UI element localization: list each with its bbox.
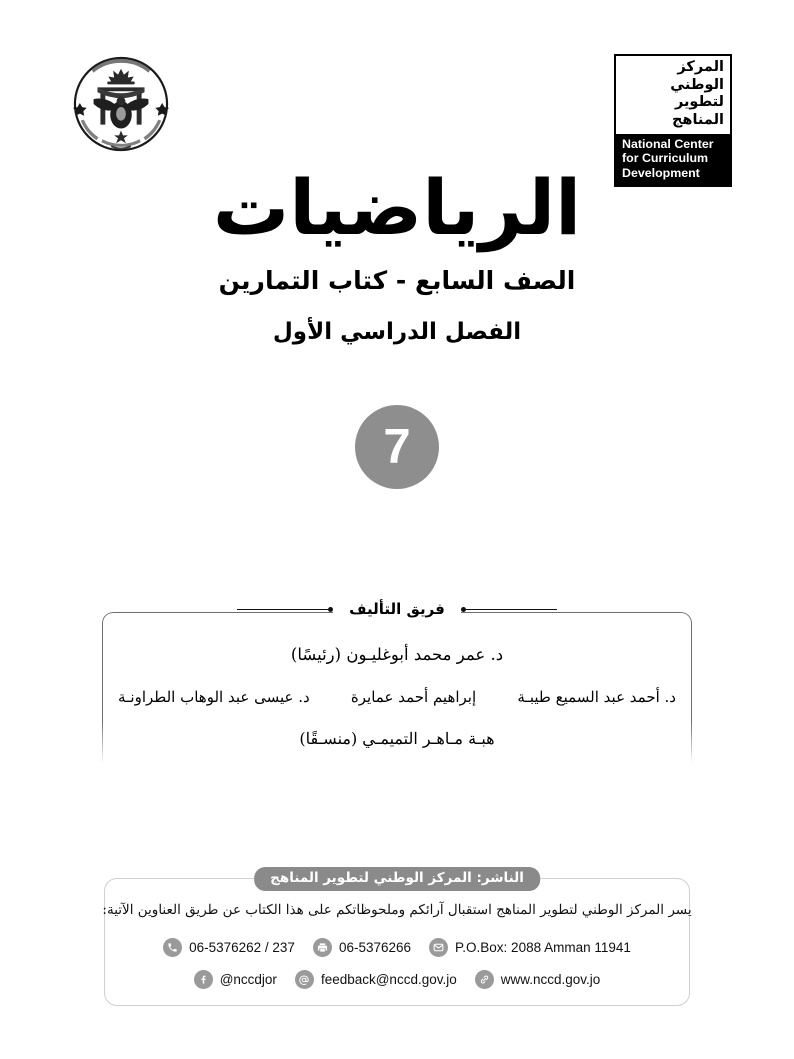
contact-row-primary bbox=[0, 938, 794, 957]
publisher-badge: الناشر: المركز الوطني لتطوير المناهج bbox=[254, 867, 540, 891]
author-coordinator: هبـة مـاهـر التميمـي (منسـقًا) bbox=[299, 729, 495, 748]
contact-phone[interactable] bbox=[163, 938, 295, 957]
contact-po-box-text: P.O.Box: 2088 Amman 11941 bbox=[455, 940, 631, 955]
facebook-icon bbox=[194, 970, 213, 989]
contact-po-box[interactable] bbox=[429, 938, 631, 957]
nccd-logo bbox=[614, 54, 732, 187]
author-chair: د. عمر محمد أبوغليـون (رئيسًا) bbox=[290, 645, 504, 664]
heading-decoration-left bbox=[461, 607, 557, 612]
book-title: الرياضيات bbox=[212, 163, 582, 252]
contact-fax[interactable] bbox=[313, 938, 411, 957]
contact-row-social bbox=[0, 970, 794, 989]
contact-fax-text: 06-5376266 bbox=[338, 940, 412, 955]
book-subtitle-grade-and-type: الصف السابع - كتاب التمارين bbox=[218, 265, 576, 295]
author-name: د. عيسى عبد الوهاب الطراونـة bbox=[118, 688, 310, 706]
title-block bbox=[0, 163, 794, 345]
nccd-logo-english-line-3: Development bbox=[622, 165, 700, 180]
jordan-hashemite-kingdom-emblem-icon bbox=[72, 52, 170, 156]
link-icon bbox=[475, 970, 494, 989]
page-header bbox=[0, 42, 794, 180]
nccd-logo-arabic-line-2: لتطوير المناهج bbox=[671, 94, 724, 129]
contact-email-text: feedback@nccd.gov.jo bbox=[320, 972, 457, 987]
heading-dot-right bbox=[328, 607, 333, 612]
nccd-logo-english-line-2: for Curriculum bbox=[622, 151, 709, 166]
at-sign-icon bbox=[295, 970, 314, 989]
author-name: د. أحمد عبد السميع طيبـة bbox=[517, 688, 676, 706]
contact-phone-text: 06-5376262 / 237 bbox=[189, 940, 295, 955]
contact-website[interactable] bbox=[475, 970, 601, 989]
heading-dot-left bbox=[461, 607, 466, 612]
author-row bbox=[118, 688, 676, 706]
contact-facebook[interactable] bbox=[194, 970, 277, 989]
contact-website-text: www.nccd.gov.jo bbox=[500, 972, 601, 987]
nccd-logo-arabic bbox=[616, 56, 730, 134]
authoring-team-heading bbox=[0, 600, 794, 618]
heading-decoration-right bbox=[237, 607, 333, 612]
grade-badge-number: 7 bbox=[383, 419, 411, 474]
heading-rule-right bbox=[237, 609, 328, 610]
contact-email[interactable] bbox=[295, 970, 457, 989]
authoring-team-label: فريق التأليف bbox=[333, 600, 461, 618]
book-subtitle-semester: الفصل الدراسي الأول bbox=[272, 318, 522, 345]
heading-rule-left bbox=[466, 609, 557, 610]
nccd-logo-arabic-line-1: المركز الوطني bbox=[670, 59, 724, 93]
author-name: إبراهيم أحمد عمايرة bbox=[350, 688, 477, 706]
envelope-icon bbox=[429, 938, 448, 957]
fax-icon bbox=[313, 938, 332, 957]
contact-facebook-text: @nccdjor bbox=[219, 972, 277, 987]
footer-feedback-text: يسر المركز الوطني لتطوير المناهج استقبال آرائكم وملحوظاتكم على هذا الكتاب عن طريق العناوين الآتية: bbox=[102, 902, 692, 918]
nccd-logo-english-line-1: National Center bbox=[622, 136, 714, 151]
grade-badge bbox=[355, 405, 439, 489]
phone-icon bbox=[163, 938, 182, 957]
